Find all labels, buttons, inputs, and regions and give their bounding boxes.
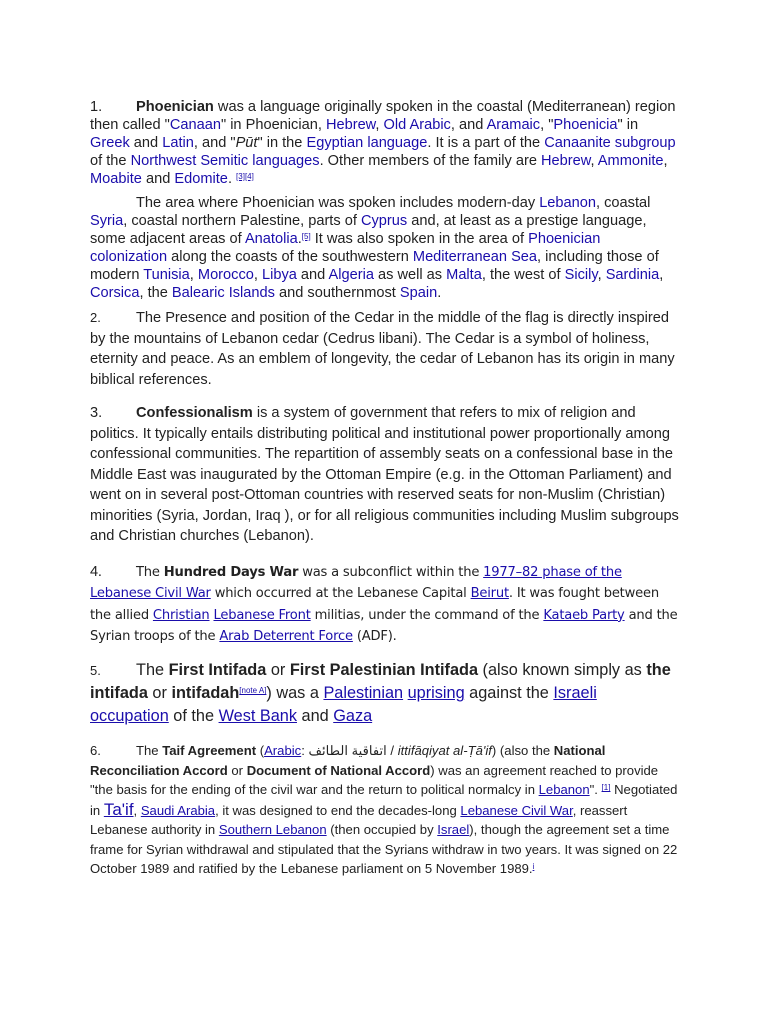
link-arab-deterrent-force[interactable]: Arab Deterrent Force <box>219 629 353 645</box>
text: is a <box>252 405 284 421</box>
text: . The repartition of assembly seats on a confessional base in the Middle East was inaugurated by the <box>90 446 674 483</box>
text: and <box>141 171 175 187</box>
link-libya[interactable]: Libya <box>261 267 297 283</box>
link-syria[interactable]: Syria <box>90 213 124 229</box>
text: . It was fought between the allied <box>90 586 659 623</box>
term-taif-agreement: Taif Agreement <box>162 743 257 759</box>
text: along the coasts of the southwestern <box>167 249 413 265</box>
term: Ottoman Parliament <box>508 466 639 483</box>
item-number: 4. <box>90 563 102 580</box>
term: system of government <box>283 405 428 421</box>
link-canaanite-subgroup[interactable]: Canaanite subgroup <box>544 135 676 151</box>
link-occupation[interactable]: occupation <box>90 706 169 725</box>
term: Ottoman Empire <box>325 466 432 483</box>
text: and, at least as a prestige language, some adjacent areas of <box>90 213 647 247</box>
paragraph-1 <box>90 98 680 188</box>
text: was a subconflict within the <box>298 564 484 580</box>
text: (then occupied by <box>326 822 438 838</box>
text: of the <box>168 706 219 725</box>
term-national-reconciliation-accord: National Reconciliation Accord <box>90 743 606 778</box>
text: The <box>136 564 164 580</box>
term-confessionalism: Confessionalism <box>136 405 253 421</box>
text: ) (also the <box>491 743 554 759</box>
text: and <box>297 706 334 725</box>
term: Syria <box>161 507 195 524</box>
text: ) was an agreement reached to provide "the basis for the ending of the civil war and the return to political normalcy in <box>90 762 659 798</box>
text: or <box>227 762 247 778</box>
link-cyprus[interactable]: Cyprus <box>360 213 408 229</box>
link-sicily[interactable]: Sicily <box>564 267 598 283</box>
text: ), though the agreement set a time frame for Syrian withdrawal and stipulated that the Syrians withdraw in two years. It was signed on 22 October 1989 and ratified by the Lebanese parliament on 5 November 1989. <box>90 822 678 877</box>
text: was a language originally spoken in the coastal (Mediterranean) region then called " <box>90 99 676 133</box>
text: . <box>227 171 237 187</box>
text: and the Syrian troops of the <box>90 607 678 645</box>
term-the-intifada: the intifada <box>90 660 671 703</box>
text: , <box>253 267 262 283</box>
term: religion and politics <box>90 405 636 442</box>
term: Iraq <box>255 507 281 524</box>
link-saudi-arabia[interactable]: Saudi Arabia <box>140 802 216 818</box>
link-hebrew[interactable]: Hebrew <box>325 117 376 133</box>
link-israeli[interactable]: Israeli <box>553 684 597 703</box>
text: , <box>597 267 606 283</box>
link-aramaic[interactable]: Aramaic <box>486 117 541 133</box>
link-west-bank[interactable]: West Bank <box>218 706 297 725</box>
link-lebanon[interactable]: Lebanon <box>539 195 597 211</box>
link-corsica[interactable]: Corsica <box>90 285 140 301</box>
text: , reassert Lebanese authority in <box>90 802 628 838</box>
term-phoenician: Phoenician <box>136 99 214 115</box>
text: for non-Muslim (Christian) minorities ( <box>90 487 666 524</box>
paragraph-3 <box>90 403 680 547</box>
text: and <box>129 135 163 151</box>
paragraph-6 <box>90 741 680 879</box>
text: " in Phoenician, <box>220 117 326 133</box>
text: . It is a part of the <box>427 135 545 151</box>
text: , <box>590 153 598 169</box>
text: (ADF). <box>352 629 397 645</box>
text: or <box>147 684 172 703</box>
text: The Presence and position of the Cedar in the middle of the flag is directly inspired by the mountains of Lebanon cedar (Cedrus libani). The Cedar is a symbol of holiness, eternity and peace. As an emblem of longevity, the cedar of Lebanon has its origin in many biblical references. <box>90 310 675 388</box>
link-morocco[interactable]: Morocco <box>197 267 254 283</box>
link-phoenician-colonization[interactable]: Phoenician colonization <box>90 231 601 265</box>
link-malta[interactable]: Malta <box>446 267 482 283</box>
text: , <box>375 117 384 133</box>
link-tunisia[interactable]: Tunisia <box>143 267 190 283</box>
term: confessional communities <box>90 446 258 462</box>
term-put: Pūt <box>235 135 258 151</box>
link-lebanese-front[interactable]: Lebanese Front <box>213 607 311 623</box>
text: , the <box>139 285 172 301</box>
link-anatolia[interactable]: Anatolia <box>244 231 298 247</box>
note-a[interactable]: [note A] <box>239 686 267 696</box>
link-sardinia[interactable]: Sardinia <box>605 267 660 283</box>
paragraph-1-continued <box>90 194 680 302</box>
link-edomite[interactable]: Edomite <box>174 171 228 187</box>
link-latin[interactable]: Latin <box>162 135 194 151</box>
item-number: 6. <box>90 743 101 759</box>
term-hundred-days-war: Hundred Days War <box>163 564 299 580</box>
link-israel[interactable]: Israel <box>437 822 470 838</box>
link-kataeb-party[interactable]: Kataeb Party <box>543 607 625 623</box>
link-northwest-semitic[interactable]: Northwest Semitic languages <box>130 153 320 169</box>
text: ), or for all religious communities including Muslim subgroups and Christian churches (Lebanon). <box>90 507 679 544</box>
text: as well as <box>373 267 447 283</box>
text: The <box>136 743 163 759</box>
text: " in the <box>257 135 307 151</box>
link-taif[interactable]: Ta'if <box>103 799 134 819</box>
text: (also known simply as <box>478 660 647 679</box>
term-first-palestinian-intifada: First Palestinian Intifada <box>289 660 479 679</box>
text: , it was designed to end the decades-long <box>215 802 461 818</box>
link-greek[interactable]: Greek <box>90 135 130 151</box>
text: : اتفاقية الطائف / <box>301 743 398 759</box>
text: and <box>296 267 329 283</box>
text: . <box>297 231 302 247</box>
text: which occurred at the Lebanese Capital <box>210 586 471 602</box>
item-number: 2. <box>90 310 101 325</box>
text: It was also spoken in the area of <box>310 231 529 247</box>
text: Negotiated in <box>90 782 678 818</box>
link-beirut[interactable]: Beirut <box>470 586 509 602</box>
text: . Other members of the family are <box>319 153 541 169</box>
text: . <box>437 285 442 301</box>
text: that refers to mix of <box>427 405 561 421</box>
link-arabic[interactable]: Arabic <box>264 743 302 759</box>
text: and southernmost <box>274 285 400 301</box>
link-lebanese-civil-war-phase[interactable]: 1977–82 phase of the Lebanese Civil War <box>90 564 622 602</box>
link-hebrew-2[interactable]: Hebrew <box>541 153 591 169</box>
text: ) was a <box>266 684 324 703</box>
link-balearic-islands[interactable]: Balearic Islands <box>171 285 275 301</box>
text: , coastal <box>596 195 651 211</box>
text: , " <box>540 117 554 133</box>
text: militias, under the command of the <box>310 607 544 623</box>
link-southern-lebanon[interactable]: Southern Lebanon <box>218 822 327 838</box>
link-mediterranean-sea[interactable]: Mediterranean Sea <box>412 249 538 265</box>
text: (e.g. in the <box>431 466 509 483</box>
link-old-arabic[interactable]: Old Arabic <box>383 117 451 133</box>
link-moabite[interactable]: Moabite <box>90 171 142 187</box>
term-transliteration: ittifāqiyat al-Ṭā'if <box>397 743 492 759</box>
citation-5[interactable]: [5] <box>301 232 311 241</box>
term-document-of-national-accord: Document of National Accord <box>246 762 431 778</box>
link-lebanese-civil-war[interactable]: Lebanese Civil War <box>460 802 573 818</box>
text: ". <box>589 782 602 798</box>
text: The area where Phoenician was spoken includes modern-day <box>136 195 540 211</box>
link-algeria[interactable]: Algeria <box>328 267 374 283</box>
link-gaza[interactable]: Gaza <box>333 706 373 725</box>
term-first-intifada: First Intifada <box>168 660 267 679</box>
text: , <box>247 507 256 524</box>
paragraph-4 <box>90 562 680 648</box>
text: , <box>194 507 203 524</box>
term: reserved seats <box>397 487 494 503</box>
text: of the <box>90 153 131 169</box>
link-palestinian[interactable]: Palestinian <box>323 684 404 703</box>
text: , including those of modern <box>90 249 659 283</box>
text: The <box>136 660 169 679</box>
citation-3-4[interactable]: [3][4] <box>236 172 254 181</box>
link-spain[interactable]: Spain <box>399 285 438 301</box>
item-number: 3. <box>90 405 103 421</box>
text: , <box>663 153 668 169</box>
text: , and " <box>193 135 236 151</box>
text: " in <box>617 117 639 133</box>
citation-i[interactable]: i <box>532 862 535 872</box>
link-ammonite[interactable]: Ammonite <box>597 153 664 169</box>
link-egyptian-language[interactable]: Egyptian language <box>306 135 428 151</box>
text: , coastal northern Palestine, parts of <box>123 213 361 229</box>
term-intifadah: intifadah <box>171 684 240 703</box>
link-uprising[interactable]: uprising <box>407 684 465 703</box>
paragraph-5 <box>90 659 680 728</box>
link-lebanon-2[interactable]: Lebanon <box>538 782 590 798</box>
text: , <box>133 802 141 818</box>
text: ) and went on in several post-Ottoman countries with <box>90 466 672 503</box>
text: , <box>189 267 198 283</box>
link-canaan[interactable]: Canaan <box>169 117 221 133</box>
text: , <box>659 267 664 283</box>
link-christian[interactable]: Christian <box>152 607 210 623</box>
text: ( <box>256 743 265 759</box>
document-page <box>90 98 680 879</box>
paragraph-2 <box>90 308 680 390</box>
item-number: 5. <box>90 662 101 678</box>
text: or <box>266 660 290 679</box>
text: against the <box>464 684 554 703</box>
text: , and <box>450 117 487 133</box>
citation-1[interactable]: [1] <box>601 783 611 793</box>
link-phoenicia[interactable]: Phoenicia <box>553 117 618 133</box>
text: . It typically entails distributing political and institutional power proportionally among <box>134 425 670 442</box>
term: Jordan <box>202 507 248 524</box>
text: , the west of <box>481 267 565 283</box>
item-number: 1. <box>90 99 103 115</box>
